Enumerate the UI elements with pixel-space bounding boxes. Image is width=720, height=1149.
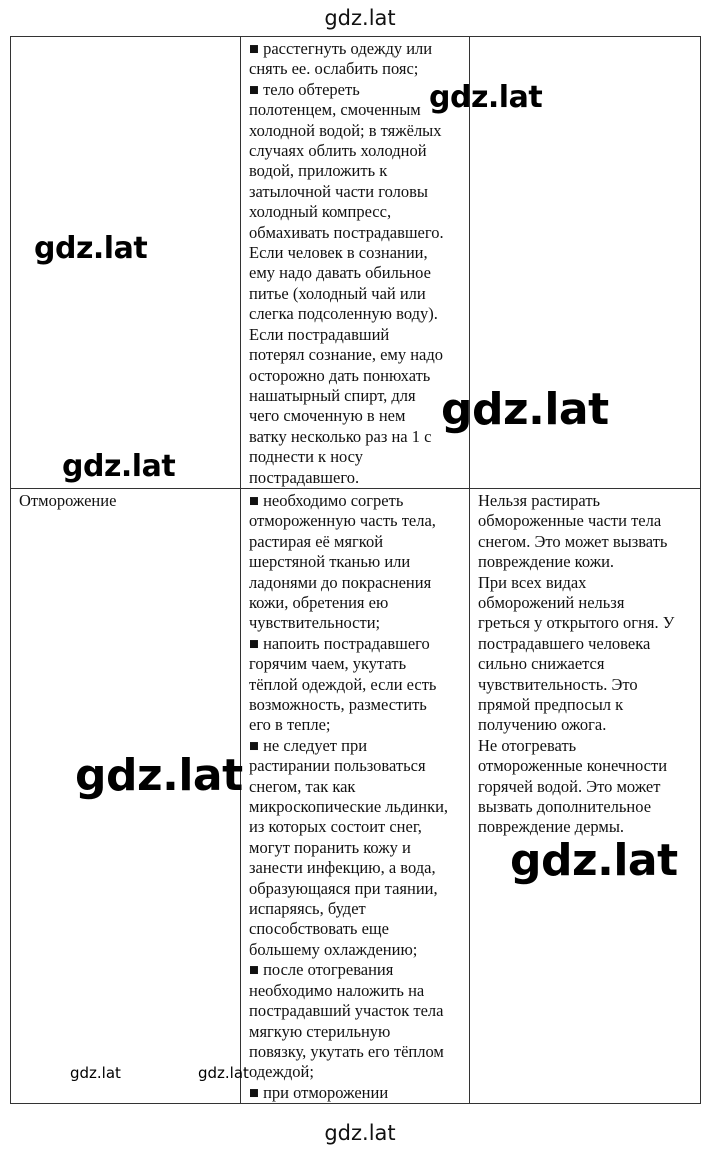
text-line: Отморожение	[19, 490, 117, 510]
watermark-text: gdz.lat	[429, 80, 543, 115]
text-line: мягкую стерильную	[249, 1021, 391, 1041]
text-line: снять ее. ослабить пояс;	[249, 59, 419, 79]
text-line: ватку несколько раз на 1 с	[249, 426, 432, 446]
text-line: При всех видах	[478, 572, 587, 592]
text-line: вызвать дополнительное	[478, 797, 652, 817]
site-footer[interactable]: gdz.lat	[324, 1121, 396, 1145]
watermark-text: gdz.lat	[62, 449, 176, 484]
text-line: греться у открытого огня. У	[478, 613, 675, 633]
text-line: необходимо наложить на	[249, 980, 425, 1000]
first-aid-table	[10, 36, 701, 1104]
text-line: водой, приложить к	[249, 161, 388, 181]
text-line: растирании пользоваться	[249, 756, 426, 776]
text-line: возможность, разместить	[249, 695, 427, 714]
text-line: Если человек в сознании,	[249, 243, 428, 263]
text-line: повреждение кожи.	[478, 552, 615, 572]
text-line: ■ после отогревания	[249, 960, 394, 980]
text-line: потерял сознание, ему надо	[249, 345, 444, 365]
text-line: полотенцем, смоченным	[249, 100, 421, 120]
text-line: микроскопические льдинки,	[249, 797, 449, 817]
text-line: Не отогревать	[478, 735, 577, 755]
text-line: растирая её мягкой	[249, 531, 384, 551]
text-line: получению ожога.	[478, 715, 607, 735]
text-line: горячей водой. Это может	[478, 776, 661, 796]
text-line: испаряясь, будет	[249, 899, 366, 919]
text-line: холодной водой; в тяжёлых	[249, 120, 442, 140]
text-line: горячим чаем, укутать	[249, 654, 407, 674]
text-line: большему охлаждению;	[249, 939, 418, 959]
watermark-text: gdz.lat	[70, 1064, 121, 1082]
text-line: отмороженные конечности	[478, 756, 668, 776]
text-line: ■ напоить пострадавшего	[249, 633, 430, 653]
text-line: снегом, так как	[249, 776, 356, 796]
text-line: способствовать еще	[249, 919, 389, 939]
text-line: могут поранить кожу и	[249, 837, 411, 857]
text-line: затылочной части головы	[249, 181, 428, 201]
row1-condition-cell	[11, 37, 241, 489]
watermark-text: gdz.lat	[441, 384, 609, 435]
text-line: холодный компресс,	[249, 202, 392, 222]
text-line: образующаяся при таянии,	[249, 878, 438, 898]
row1-actions-cell	[241, 37, 470, 489]
row2-notes-cell	[470, 488, 701, 1103]
text-line: одеждой;	[249, 1062, 314, 1082]
text-line: ■ при отморожении	[249, 1082, 389, 1102]
text-line: случаях облить холодной	[249, 141, 427, 161]
text-line: повязку, укутать его тёплом	[249, 1041, 444, 1061]
text-line: шерстяной тканью или	[249, 552, 411, 572]
text-line: снегом. Это может вызвать	[478, 531, 668, 551]
text-line: чего смоченную в нем	[249, 406, 406, 426]
watermark-text: gdz.lat	[34, 231, 148, 266]
text-line: ■ расстегнуть одежду или	[249, 39, 433, 58]
text-line: чувствительность. Это	[478, 674, 638, 694]
row2-actions-cell	[241, 488, 470, 1103]
text-line: слегка подсоленную воду).	[249, 304, 438, 324]
text-line: обмахивать пострадавшего.	[249, 222, 444, 242]
text-line: пострадавшего.	[249, 467, 360, 487]
text-line: пострадавший участок тела	[249, 1001, 444, 1021]
table-row	[11, 488, 701, 1103]
text-line: отмороженную часть тела,	[249, 511, 436, 531]
text-line: ■ не следует при	[249, 735, 368, 755]
text-line: тёплой одеждой, если есть	[249, 674, 437, 694]
text-line: его в тепле;	[249, 715, 331, 735]
text-line: пострадавшего человека	[478, 633, 651, 653]
text-line: ему надо давать обильное	[249, 263, 431, 283]
text-line: ■ необходимо согреть	[249, 490, 404, 510]
text-line: обморожений нельзя	[478, 592, 625, 612]
text-line: Если пострадавший	[249, 324, 390, 344]
table-row	[11, 37, 701, 489]
watermark-text: gdz.lat	[198, 1064, 249, 1082]
site-header[interactable]: gdz.lat	[324, 6, 396, 30]
text-line: нашатырный спирт, для	[249, 385, 416, 405]
text-line: кожи, обретения ею	[249, 592, 389, 612]
text-line: занести инфекцию, а вода,	[249, 858, 436, 878]
watermark-text: gdz.lat	[510, 835, 678, 886]
text-line: осторожно дать понюхать	[249, 365, 431, 385]
text-line: ладонями до покраснения	[249, 572, 432, 592]
text-line: повреждение дермы.	[478, 817, 625, 837]
text-line: сильно снижается	[478, 654, 605, 674]
text-line: чувствительности;	[249, 613, 381, 633]
text-line: ■ тело обтереть	[249, 79, 360, 99]
text-line: обмороженные части тела	[478, 511, 662, 531]
watermark-text: gdz.lat	[75, 750, 243, 801]
text-line: Нельзя растирать	[478, 490, 601, 510]
row1-notes-cell	[470, 37, 701, 489]
text-line: из которых состоит снег,	[249, 817, 422, 837]
text-line: поднести к носу	[249, 447, 364, 467]
text-line: питье (холодный чай или	[249, 283, 426, 303]
row2-condition-cell	[11, 488, 241, 1103]
text-line: прямой предпосыл к	[478, 695, 624, 714]
